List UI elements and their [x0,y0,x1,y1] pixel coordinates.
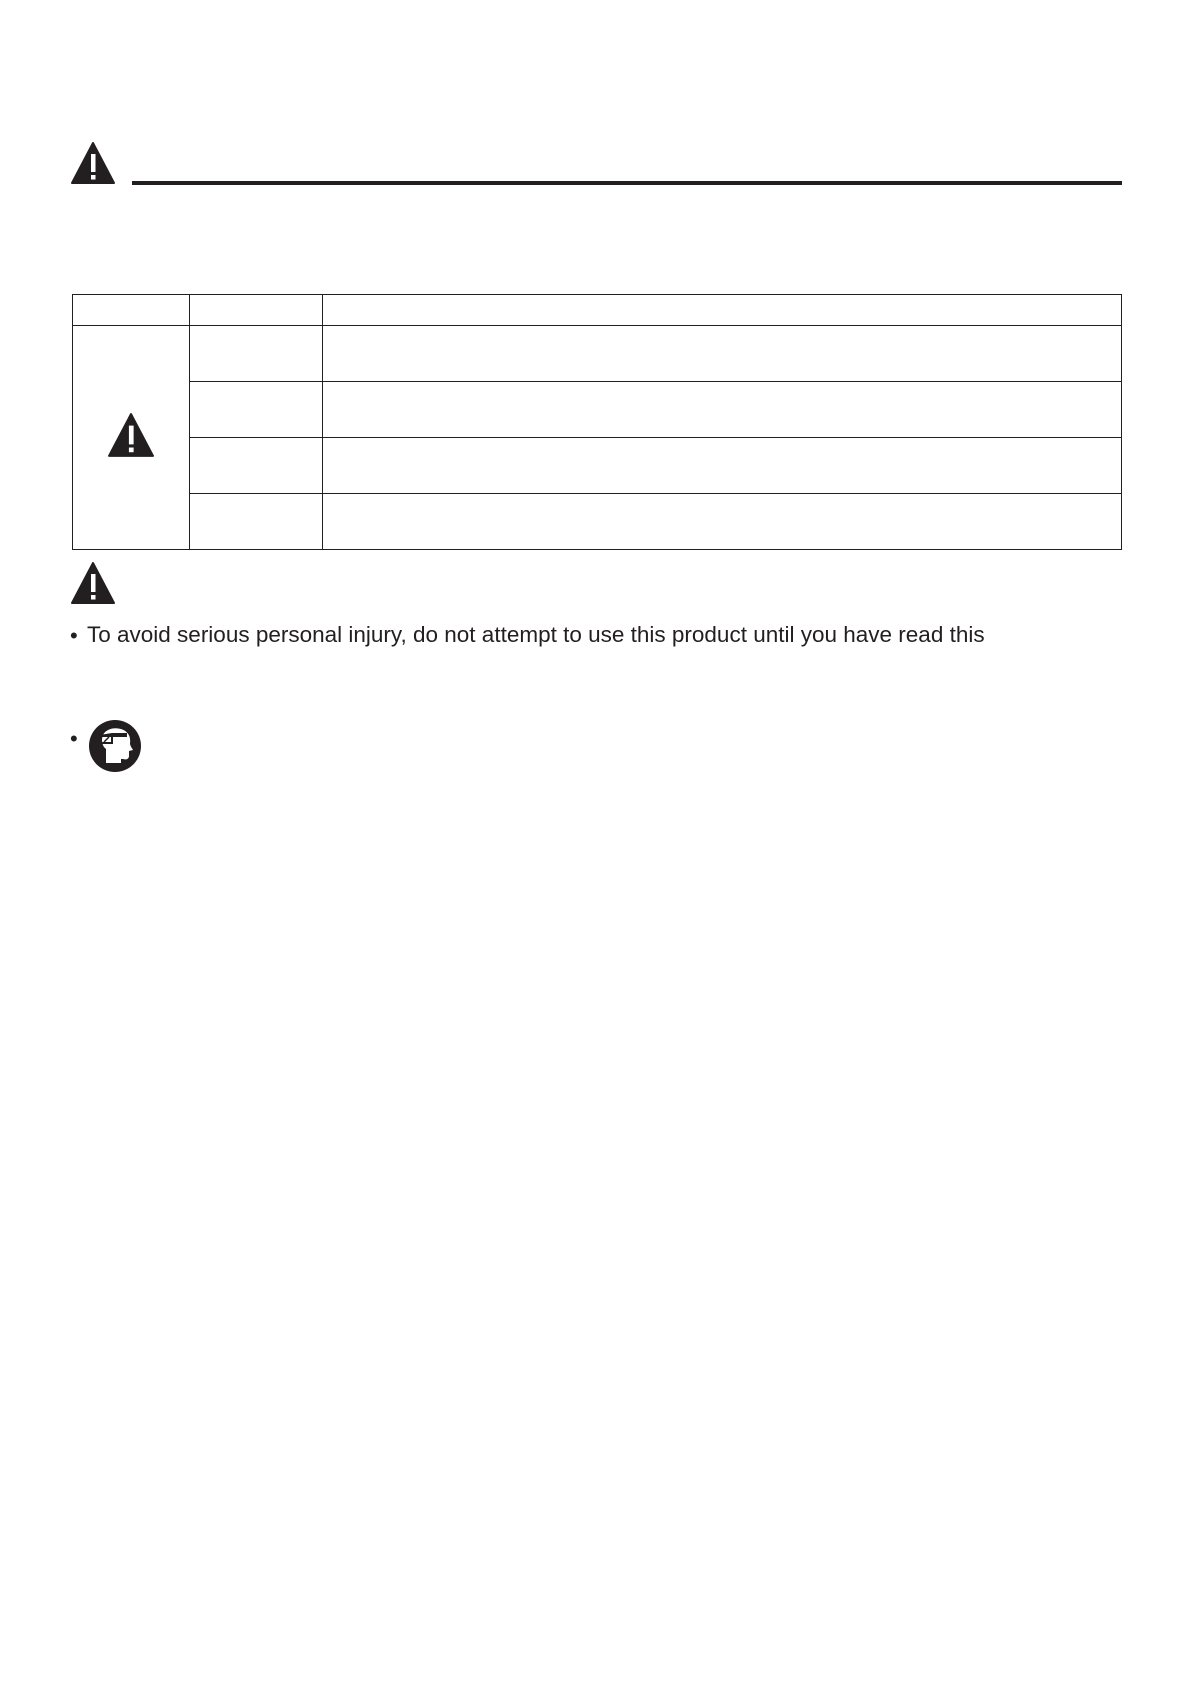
warning-text: To avoid serious personal injury, do not attempt to use this product until you have read this [87,622,985,647]
signal-word-cell [190,494,323,550]
warning-triangle-icon [70,141,116,185]
meaning-cell [323,438,1122,494]
bullet-marker: • [70,623,78,648]
safety-alert-symbol-cell [73,326,190,550]
warning-triangle-icon [70,561,116,605]
meaning-cell [323,494,1122,550]
table-row [73,494,1122,550]
header-cell-symbol [73,295,190,326]
table-row [73,326,1122,382]
table-row [73,382,1122,438]
signal-word-cell [190,326,323,382]
signal-word-cell [190,382,323,438]
table-row [73,438,1122,494]
signal-word-table [72,294,1122,550]
meaning-cell [323,382,1122,438]
warning-triangle-icon [107,412,155,458]
signal-word-cell [190,438,323,494]
header-cell-signal [190,295,323,326]
header-cell-meaning [323,295,1122,326]
table-header-row [73,295,1122,326]
eye-protection-icon [88,719,142,773]
section-title-rule [132,181,1122,185]
bullet-marker: • [70,726,78,751]
meaning-cell [323,326,1122,382]
